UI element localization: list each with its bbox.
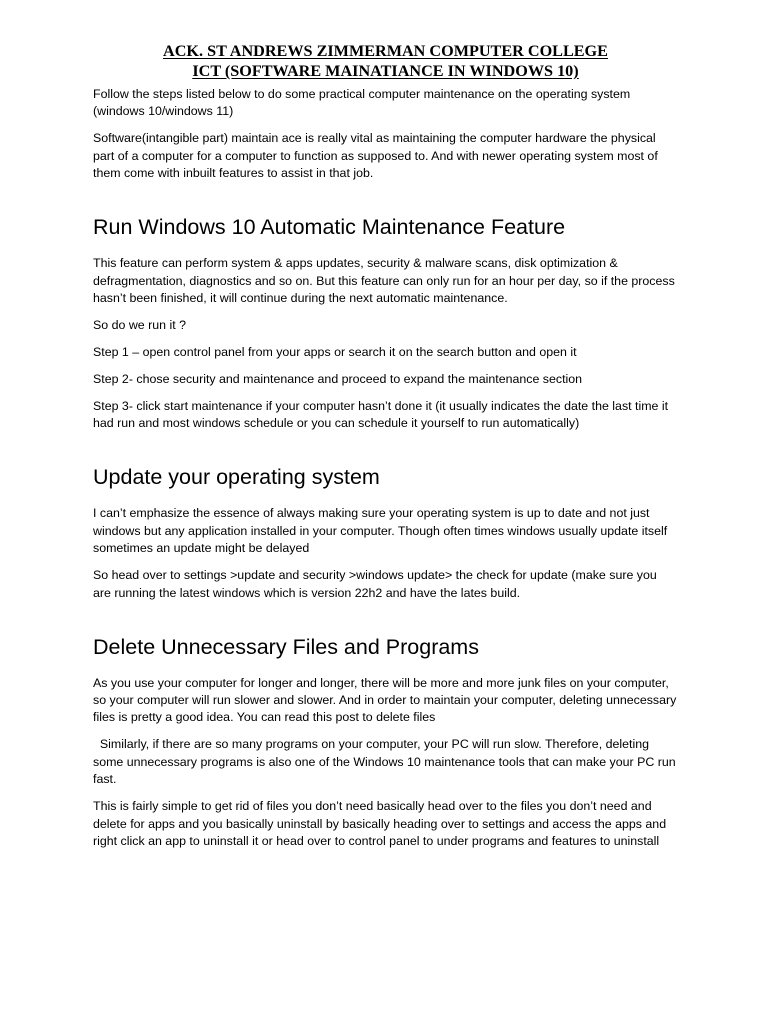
automatic-maintenance-paragraph: This feature can perform system & apps updates, security & malware scans, disk optimization & defragmentation, diagnostics and so on. But this feature can only run for an hour per day, so if the process hasn’t been finished, it will continue during the next automatic maintenance. — [93, 256, 675, 306]
intro-paragraph-2: Software(intangible part) maintain ace is really vital as maintaining the computer hardware the physical part of a computer for a computer to function as supposed to. And with newer operating system most of them come with inbuilt features to assist in that job. — [93, 131, 658, 181]
update-os-paragraph-2: So head over to settings >update and security >windows update> the check for update (make sure you are running the latest windows which is version 22h2 and have the lates build. — [93, 568, 657, 600]
college-name: ACK. ST ANDREWS ZIMMERMAN COMPUTER COLLEGE — [163, 42, 608, 60]
intro-paragraph-1: Follow the steps listed below to do some practical computer maintenance on the operating system (windows 10/windows 11) — [93, 87, 631, 119]
document-title: ICT (SOFTWARE MAINATIANCE IN WINDOWS 10) — [192, 62, 579, 80]
section-heading-update-os: Update your operating system — [93, 465, 380, 490]
document-header — [93, 41, 678, 81]
run-it-question: So do we run it ? — [93, 318, 186, 333]
section-heading-delete-files: Delete Unnecessary Files and Programs — [93, 634, 479, 659]
delete-files-paragraph-3: This is fairly simple to get rid of files you don’t need basically head over to the files you don’t need and delete for apps and you basically uninstall by basically heading over to settings and access the apps and right click an app to uninstall it or head over to control panel to under programs and features to uninstall — [93, 799, 667, 849]
step-1: Step 1 – open control panel from your apps or search it on the search button and open it — [93, 345, 577, 360]
delete-files-paragraph-1: As you use your computer for longer and longer, there will be more and more junk files on your computer, so your computer will run slower and slower. And in order to maintain your computer, deleting unnecessary files is pretty a good idea. You can read this post to delete files — [93, 675, 677, 725]
delete-files-paragraph-2: Similarly, if there are so many programs on your computer, your PC will run slow. Therefore, deleting some unnecessary programs is also one of the Windows 10 maintenance tools that can make your PC run fast. — [93, 737, 680, 787]
update-os-paragraph-1: I can’t emphasize the essence of always making sure your operating system is up to date and not just windows but any application installed in your computer. Though often times windows usually update itself sometimes an update might be delayed — [93, 506, 668, 556]
step-2: Step 2- chose security and maintenance and proceed to expand the maintenance section — [93, 372, 583, 387]
section-heading-automatic-maintenance: Run Windows 10 Automatic Maintenance Feature — [93, 215, 566, 240]
step-3: Step 3- click start maintenance if your computer hasn’t done it (it usually indicates the date the last time it had run and most windows schedule or you can schedule it yourself to run automatically) — [93, 399, 669, 431]
